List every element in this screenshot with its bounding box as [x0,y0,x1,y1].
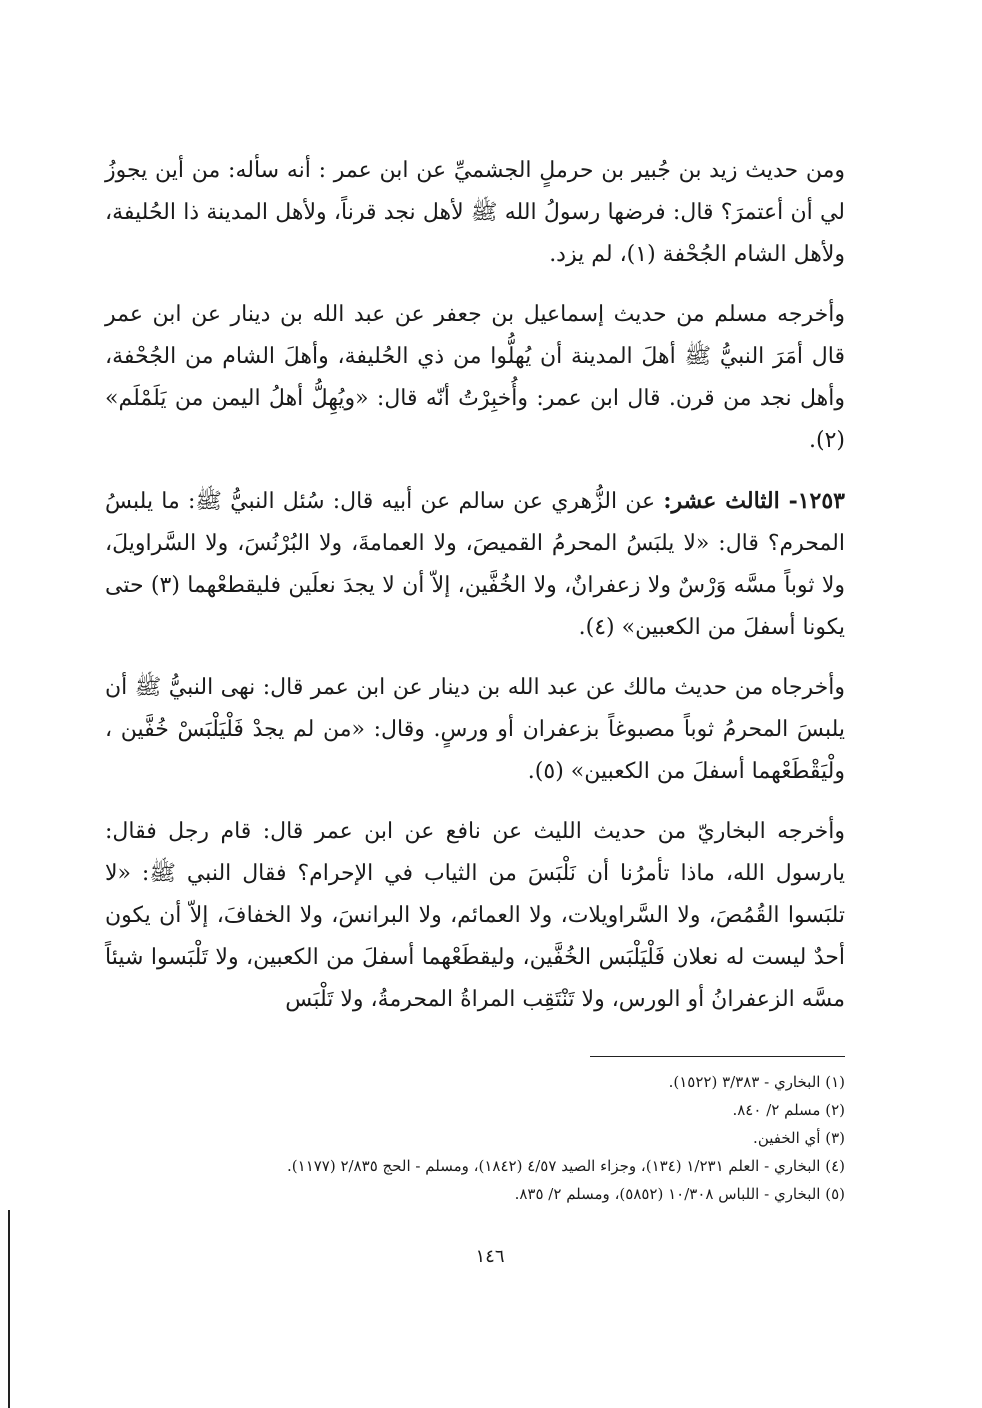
paragraph-3-text: عن الزُّهري عن سالم عن أبيه قال: سُئل النبيُّ ﷺ: ما يلبسُ المحرم؟ قال: «لا يلبَسُ المحرمُ القميصَ، ولا العمامةَ، ولا البُرْنُسَ، ولا السَّراويلَ، ولا ثوباً مسَّه وَرْسٌ ولا زعفرانٌ، ولا الخُفَّين، إلاّ أن لا يجدَ نعلَين فليقطعْهما (٣) حتى يكونا أسفلَ من الكعبين» (٤). [105,489,846,640]
paragraph-4-text: وأخرجاه من حديث مالك عن عبد الله بن دينار عن ابن عمر قال: نهى النبيُّ ﷺ أن يلبسَ المحرمُ ثوباً مصبوغاً بزعفران أو ورسٍ. وقال: «من لم يجدْ فَلْيَلْبَسْ خُفَّين ، ولْيَقْطَعْهما أسفلَ من الكعبين» (٥). [105,675,845,784]
footnote-divider [590,1056,845,1057]
paragraph-5 [105,811,845,1021]
paragraph-3 [105,480,845,649]
footnote-2: (٢) مسلم ٢/ ٨٤٠. [732,1101,845,1119]
footnote-5: (٥) البخاري - اللباس ١٠/٣٠٨ (٥٨٥٢)، ومسلم ٢/ ٨٣٥. [514,1185,845,1203]
main-text [105,150,845,1039]
hadith-number: ١٢٥٣- الثالث عشر: [663,488,845,514]
footnote-1: (١) البخاري - ٣/٣٨٣ (١٥٢٢). [668,1073,845,1091]
footnote-4: (٤) البخاري - العلم ١/٢٣١ (١٣٤)، وجزاء الصيد ٤/٥٧ (١٨٤٢)، ومسلم - الحج ٢/٨٣٥ (١١٧٧). [287,1157,845,1175]
paragraph-1 [105,150,845,276]
footnote-3: (٣) أي الخفين. [753,1129,845,1147]
footnotes [105,1068,845,1208]
paragraph-5-text: وأخرجه البخاريّ من حديث الليث عن نافع عن ابن عمر قال: قام رجل فقال: يارسول الله، ماذا تأمرُنا أن نَلْبَسَ من الثياب في الإحرام؟ فقال النبي ﷺ: «لا تلبَسوا القُمُصَ، ولا السَّراويلات، ولا العمائم، ولا البرانسَ، ولا الخفافَ، إلاّ أن يكون أحدٌ ليست له نعلان فَلْيَلْبَس الخُفَّين، وليقطَعْهما أسفلَ من الكعبين، ولا تَلْبَسوا شيئاً مسَّه الزعفرانُ أو الورس، ولا تَنْتَقِب المراةُ المحرمةُ، ولا تَلْبَس [105,819,845,1012]
paragraph-2 [105,294,845,462]
paragraph-2-text: وأخرجه مسلم من حديث إسماعيل بن جعفر عن عبد الله بن دينار عن ابن عمر قال أمَرَ النبيُّ ﷺ أهلَ المدينة أن يُهلُّوا من ذي الحُليفة، وأهلَ الشام من الجُحْفة، وأهل نجد من قرن. قال ابن عمر: وأُخبِرْتُ أنّه قال: «ويُهِلُّ أهلُ اليمن من يَلَمْلَم» (٢). [105,302,845,453]
page-number: ١٤٦ [475,1246,505,1267]
paragraph-4 [105,667,845,793]
scan-edge-line [8,1210,10,1408]
paragraph-1-text: ومن حديث زيد بن جُبير بن حرملٍ الجشميِّ عن ابن عمر : أنه سأله: من أين يجوزُ لي أن أعتمرَ؟ قال: فرضها رسولُ الله ﷺ لأهل نجد قرناً، ولأهل المدينة ذا الحُليفة، ولأهل الشام الجُحْفة (١)، لم يزد. [105,158,845,267]
